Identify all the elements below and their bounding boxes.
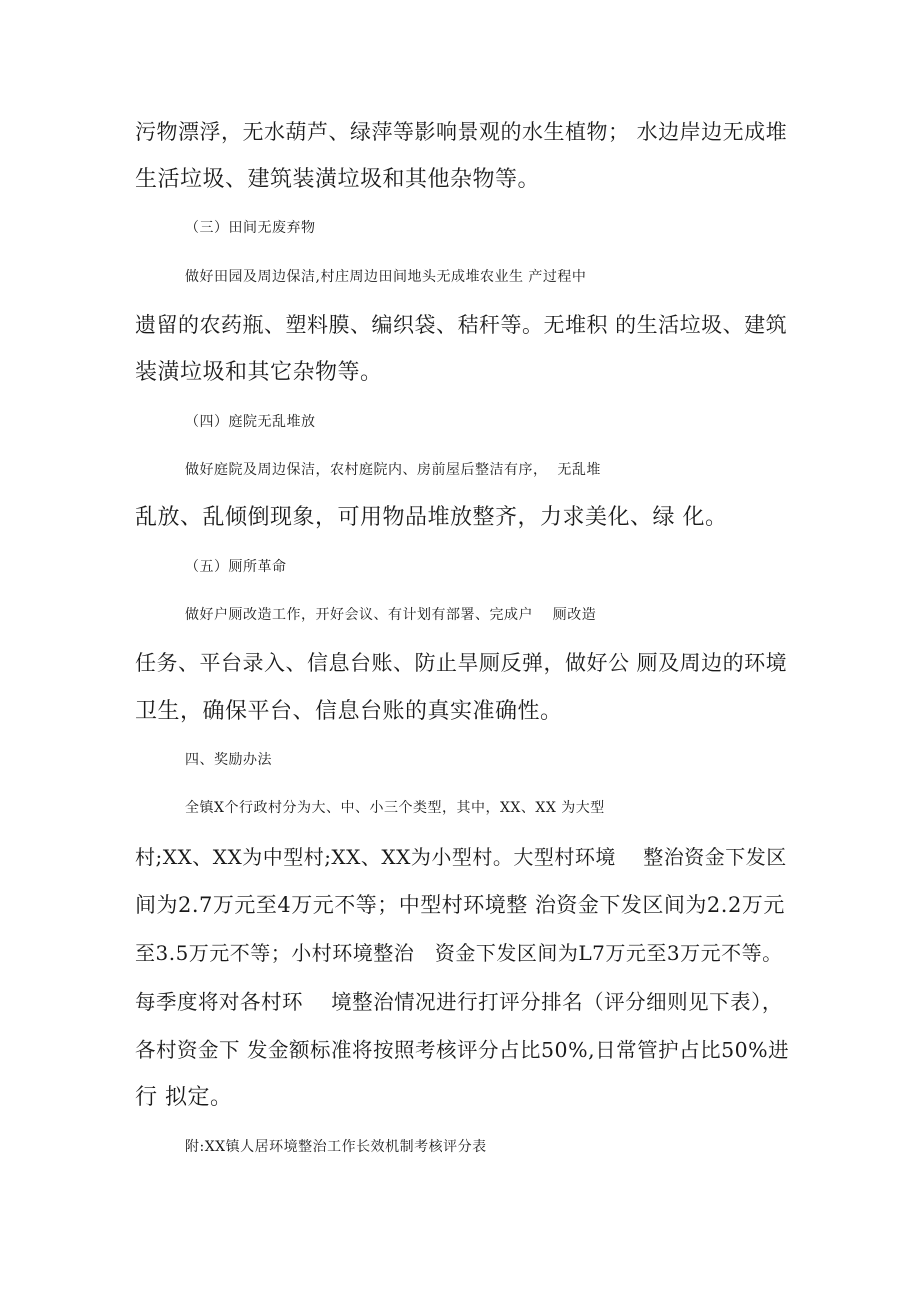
text-line: 每季度将对各村环 境整治情况进行打评分排名（评分细则见下表），: [135, 990, 783, 1014]
text-line: 行 拟定。: [135, 1085, 233, 1110]
section-heading: （三）田间无废弃物: [185, 220, 316, 236]
section-heading: （五）厕所革命: [185, 559, 287, 575]
text-line: 卫生，确保平台、信息台账的真实准确性。: [135, 699, 563, 724]
text-line: 遗留的农药瓶、塑料膜、编织袋、秸秆等。无堆积 的生活垃圾、建筑: [135, 313, 788, 337]
text-line: 村;XX、XX为中型村;XX、XX为小型村。大型村环境 整治资金下发区: [135, 845, 787, 869]
text-line: 做好户厕改造工作，开好会议、有计划有部署、完成户 厕改造: [185, 607, 597, 623]
text-line: 间为2.7万元至4万元不等；中型村环境整 治资金下发区间为2.2万元: [135, 893, 785, 917]
section-heading: 四、奖励办法: [185, 752, 272, 768]
text-line: 全镇X个行政村分为大、中、小三个类型，其中，XX、XX 为大型: [185, 800, 605, 816]
text-line: 做好庭院及周边保洁，农村庭院内、房前屋后整洁有序， 无乱堆: [185, 462, 601, 478]
text-line: 做好田园及周边保洁,村庄周边田间地头无成堆农业生 产过程中: [185, 269, 587, 285]
appendix-line: 附:XX镇人居环境整治工作长效机制考核评分表: [185, 1139, 487, 1155]
text-line: 至3.5万元不等；小村环境整治 资金下发区间为L7万元至3万元不等。: [135, 941, 783, 965]
text-line: 各村资金下 发金额标准将按照考核评分占比50%,日常管护占比50%进: [135, 1038, 790, 1062]
text-line: 任务、平台录入、信息台账、防止旱厕反弹，做好公 厕及周边的环境: [135, 651, 788, 675]
section-heading: （四）庭院无乱堆放: [185, 414, 316, 430]
text-line: 乱放、乱倾倒现象，可用物品堆放整齐，力求美化、绿 化。: [135, 505, 728, 530]
text-line: 污物漂浮，无水葫芦、绿萍等影响景观的水生植物； 水边岸边无成堆: [135, 120, 788, 144]
text-line: 生活垃圾、建筑装潢垃圾和其他杂物等。: [135, 167, 541, 192]
text-line: 装潢垃圾和其它杂物等。: [135, 360, 383, 385]
